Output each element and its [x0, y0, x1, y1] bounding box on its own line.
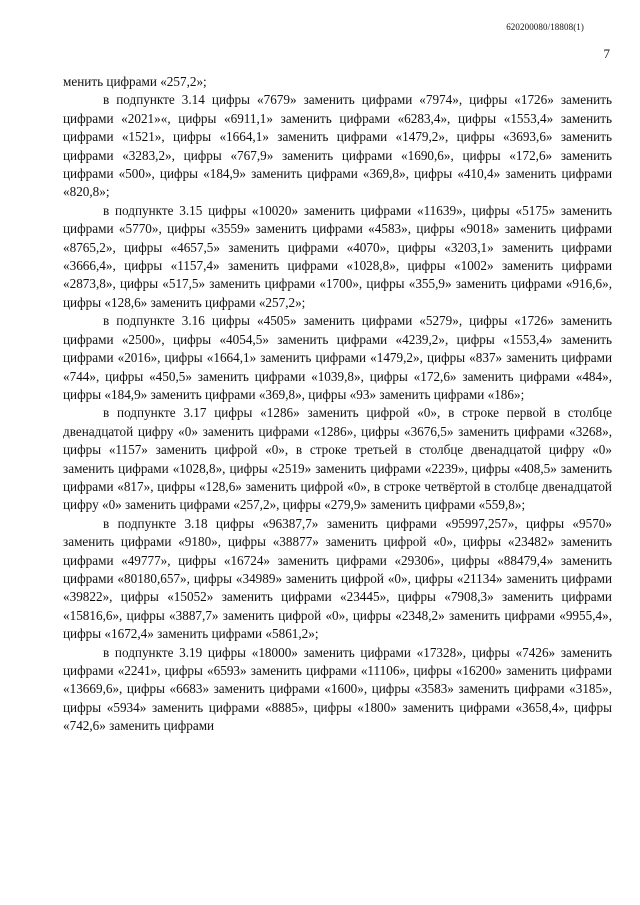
paragraph-subclause-3-18: в подпункте 3.18 цифры «96387,7» заменить цифрами «95997,257», цифры «9570» заменить цифрами «9180», цифры «38877» заменить цифрой «0», цифры «23482» заменить цифрами «49777», цифры «16724» заменить цифрами «29306», цифры «88479,4» заменить цифрами «80180,657», цифры «34989» заменить цифрой «0», цифры «21134» заменить цифрами «39822», цифры «15052» заменить цифрами «23445», цифры «7908,3» заменить цифрами «15816,6», цифры «3887,7» заменить цифрой «0», цифры «2348,2» заменить цифрами «9955,4», цифры «1672,4» заменить цифрами «5861,2»; — [63, 515, 612, 642]
document-code: 620200080/18808(1) — [506, 22, 584, 32]
page-number: 7 — [603, 46, 610, 61]
paragraph-subclause-3-17: в подпункте 3.17 цифры «1286» заменить цифрой «0», в строке первой в столбце двенадцатой цифру «0» заменить цифрами «1286», цифры «3676,5» заменить цифрами «3268», цифры «1157» заменить цифрой «0», в строке третьей в столбце двенадцатой цифру «0» заменить цифрами «1028,8», цифры «2519» заменить цифрами «2239», цифры «408,5» заменить цифрами «817», цифры «128,6» заменить цифрой «0», в строке четвёртой в столбце двенадцатой цифру «0» заменить цифрами «257,2», цифры «279,9» заменить цифрами «559,8»; — [63, 405, 612, 513]
paragraph-subclause-3-16: в подпункте 3.16 цифры «4505» заменить цифрами «5279», цифры «1726» заменить цифрами «2500», цифры «4054,5» заменить цифрами «4239,2», цифры «1553,4» заменить цифрами «2016», цифры «1664,1» заменить цифрами «1479,2», цифры «837» заменить цифрами «744», цифры «450,5» заменить цифрами «1039,8», цифры «172,6» заменить цифрами «484», цифры «184,9» заменить цифрами «369,8», цифры «93» заменить цифрами «186»; — [63, 313, 612, 402]
paragraph-subclause-3-19: в подпункте 3.19 цифры «18000» заменить цифрами «17328», цифры «7426» заменить цифрами «2241», цифры «6593» заменить цифрами «11106», цифры «16200» заменить цифрами «13669,6», цифры «6683» заменить цифрами «1600», цифры «3583» заменить цифрами «3185», цифры «5934» заменить цифрами «8885», цифры «1800» заменить цифрами «3658,4», цифры «742,6» заменить цифрами — [63, 644, 612, 734]
paragraph-continuation: менить цифрами «257,2»; — [63, 74, 207, 89]
paragraph-subclause-3-14: в подпункте 3.14 цифры «7679» заменить цифрами «7974», цифры «1726» заменить цифрами «2021»«, цифры «6911,1» заменить цифрами «6283,4», цифры «1553,4» заменить цифрами «1521», цифры «1664,1» заменить цифрами «1479,2», цифры «3693,6» заменить цифрами «3283,2», цифры «767,9» заменить цифрами «1690,6», цифры «172,6» заменить цифрами «500», цифры «184,9» заменить цифрами «369,8», цифры «410,4» заменить цифрами «820,8»; — [63, 92, 612, 200]
document-body — [63, 73, 612, 736]
paragraph-subclause-3-15: в подпункте 3.15 цифры «10020» заменить цифрами «11639», цифры «5175» заменить цифрами «5770», цифры «3559» заменить цифрами «4583», цифры «9018» заменить цифрами «8765,2», цифры «4657,5» заменить цифрами «4070», цифры «3203,1» заменить цифрами «3666,4», цифры «1157,4» заменить цифрами «1028,8», цифры «1002» заменить цифрами «2873,8», цифры «517,5» заменить цифрами «1700», цифры «355,9» заменить цифрами «916,6», цифры «128,6» заменить цифрами «257,2»; — [63, 202, 612, 310]
